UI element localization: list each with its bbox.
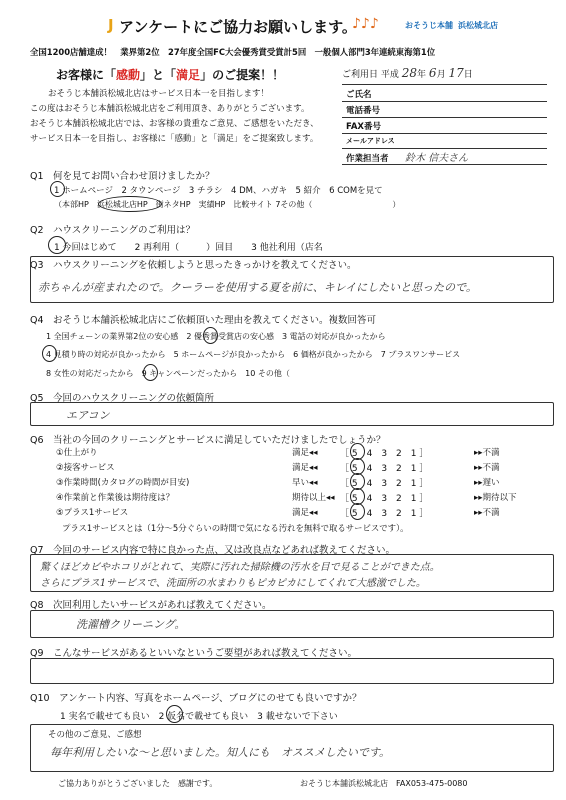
- q2-options: 1 今回はじめて 2 再利用（ ）回目 3 他社利用（店名: [54, 243, 323, 253]
- intro-line-2: この度はおそうじ本舗浜松城北店をご利用頂き、ありがとうございます。: [30, 104, 310, 114]
- q7-answer-1: 驚くほどカビやホコリがとれて、実際に汚れた掃除機の汚水を目で見ることができた点。: [40, 562, 440, 573]
- q1-options-1: 1 ホームページ 2 タウンページ 3 チラシ 4 DM、ハガキ 5 紹介 6 COMを見て: [54, 186, 383, 196]
- proposal-heading: お客様に「感動」と「満足」のご提案！！: [56, 68, 285, 82]
- title-mark: J: [108, 16, 114, 34]
- q6-scale: ［ 5 4 3 2 1 ］: [340, 449, 429, 459]
- q6-circle-5: [350, 503, 365, 520]
- q1-options-2: （本部HP 浜松城北店HP 街ネタHP 実績HP 比較サイト 7その他（ ）: [54, 200, 401, 209]
- q6-right-label: ▸▸遅い: [474, 478, 500, 488]
- q9-title: Q9 こんなサービスがあるといいなというご要望があれば教えてください。: [30, 648, 358, 659]
- q5-answer: エアコン: [66, 409, 110, 422]
- q4-circle-9: [143, 364, 158, 381]
- q6-right-label: ▸▸不満: [474, 463, 500, 473]
- q8-answer: 洗濯槽クリーニング。: [76, 618, 186, 631]
- q6-item: ⑤プラス1サービス: [56, 508, 129, 518]
- q6-left-label: 期待以上◂◂: [292, 493, 335, 503]
- q10-options: 1 実名で載せても良い 2 仮名で載せても良い 3 載せないで下さい: [60, 712, 338, 722]
- q7-title: Q7 今回のサービス内容で特に良かった点、又は改良点などあれば教えてください。: [30, 545, 396, 556]
- q6-item: ①仕上がり: [56, 448, 98, 458]
- q10-title: Q10 アンケート内容、写真をホームページ、ブログにのせても良いですか？: [30, 693, 362, 704]
- q1-circle-1: [50, 181, 65, 197]
- q9-answer-box: [30, 658, 554, 684]
- q2-title: Q2 ハウスクリーニングのご利用は？: [30, 225, 196, 236]
- footer-store: おそうじ本舗浜松城北店 FAX053-475-0080: [300, 779, 468, 788]
- q8-title: Q8 次回利用したいサービスがあれば教えてください。: [30, 600, 272, 611]
- intro-line-1: おそうじ本舗浜松城北店はサービス日本一を目指します！: [48, 89, 270, 99]
- q6-right-label: ▸▸不満: [474, 448, 500, 458]
- q6-scale: ［ 5 4 3 2 1 ］: [340, 464, 429, 474]
- award-line: 全国1200店舗達成！ 業界第2位 27年度全国FC大会優秀賞受賞計5回 一般個人部門3年連続東海第1位: [30, 47, 436, 57]
- name-label: ご氏名: [346, 90, 372, 100]
- q6-note: プラス1サービスとは（1分～5分ぐらいの時間で気になる汚れを無料で取るサービスです）。: [62, 523, 409, 533]
- usage-date: ご利用日 平成 28年 6月 17日: [342, 66, 473, 80]
- q4-options-2: 4 見積り時の対応が良かったから 5 ホームページが良かったから 6 価格が良かったから 7 プラスワンサービス: [46, 350, 461, 359]
- q6-scale: ［ 5 4 3 2 1 ］: [340, 509, 429, 519]
- email-label: メールアドレス: [346, 137, 395, 145]
- q4-circle-4: [42, 345, 57, 362]
- q4-options-3: 8 女性の対応だったから 9 キャンペーンだったから 10 その他（: [46, 369, 290, 378]
- brand-logo: おそうじ本舗: [405, 21, 453, 30]
- music-notes: ♪♪♪: [352, 16, 379, 32]
- q4-options-1: 1 全国チェーンの業界第2位の安心感 2 優秀賞受賞店の安心感 3 電話の対応が良かったから: [46, 332, 386, 341]
- q6-item: ②接客サービス: [56, 463, 115, 473]
- q6-title: Q6 当社の今回のクリーニングとサービスに満足していただけましたでしょうか？: [30, 435, 386, 446]
- q6-left-label: 早い◂◂: [292, 478, 318, 488]
- phone-label: 電話番号: [346, 106, 381, 116]
- page-title: アンケートにご協力お願いします。: [119, 18, 357, 36]
- q4-title: Q4 おそうじ本舗浜松城北店にご依頼頂いた理由を教えてください。複数回答可: [30, 315, 377, 326]
- q7-answer-2: さらにプラス1サービスで、洗面所の水まわりもピカピカにしてくれて大感激でした。: [40, 578, 426, 589]
- q6-right-label: ▸▸期待以下: [474, 493, 517, 503]
- q2-circle-1: [48, 236, 66, 254]
- q6-left-label: 満足◂◂: [292, 448, 318, 458]
- intro-line-3: おそうじ本舗浜松城北店では、お客様の貴重なご意見、ご感想をいただき、: [30, 119, 319, 129]
- store-logo: 浜松城北店: [458, 21, 498, 30]
- q6-item: ③作業時間(カタログの時間が目安): [56, 478, 190, 488]
- intro-line-4: サービス日本一を目指し、お客様に「感動」と「満足」をご提案致します。: [30, 134, 319, 144]
- fax-label: FAX番号: [346, 122, 381, 132]
- q5-title: Q5 今回のハウスクリーニングの依頼箇所: [30, 393, 215, 404]
- q10-circle-2: [166, 705, 183, 723]
- q6-scale: ［ 5 4 3 2 1 ］: [340, 479, 429, 489]
- q1-circle-hp: [98, 196, 162, 212]
- staff-value: 鈴木 信夫さん: [405, 153, 469, 164]
- q3-title: Q3 ハウスクリーニングを依頼しようと思ったきっかけを教えてください。: [30, 260, 357, 271]
- q6-item: ④作業前と作業後は期待度は？: [56, 493, 175, 503]
- footer-thanks: ご協力ありがとうございました 感謝です。: [58, 779, 218, 788]
- q6-left-label: 満足◂◂: [292, 508, 318, 518]
- q6-right-label: ▸▸不満: [474, 508, 500, 518]
- q1-title: Q1 何を見てお問い合わせ頂けましたか？: [30, 171, 215, 182]
- q6-left-label: 満足◂◂: [292, 463, 318, 473]
- impressions-label: その他のご意見、ご感想: [48, 730, 142, 740]
- staff-label: 作業担当者: [346, 154, 389, 164]
- q6-scale: ［ 5 4 3 2 1 ］: [340, 494, 429, 504]
- impressions-answer: 毎年利用したいな～と思いました。知人にも オススメしたいです。: [50, 746, 391, 759]
- q4-circle-2: [203, 327, 218, 344]
- q3-answer: 赤ちゃんが産まれたので。クーラーを使用する夏を前に、キレイにしたいと思ったので。: [38, 281, 477, 294]
